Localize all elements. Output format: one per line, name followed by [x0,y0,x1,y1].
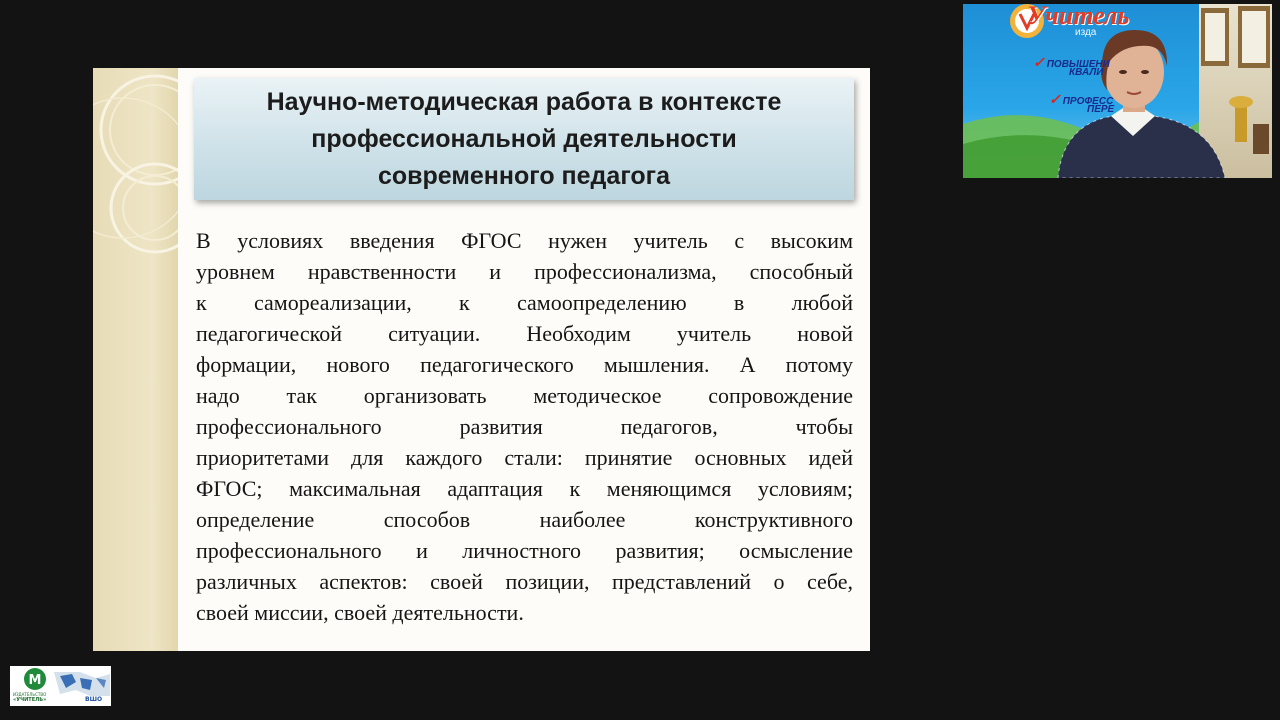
publisher-name: «УЧИТЕЛЬ» [13,697,47,703]
checkmark-icon: ✓ [1049,91,1061,107]
body-line: приоритетами для каждого стали: принятие основных идей [196,445,853,470]
webcam-feed [963,4,1272,178]
slide-title: Научно-методическая работа в контексте профессиональной деятельности современного педагога [266,87,782,190]
decorative-circles-icon [93,68,178,651]
body-line: своей миссии, своей деятельности. [196,600,524,625]
presentation-slide [93,68,870,651]
banner-line: ✓ ПРОФЕСС [1049,91,1114,107]
publisher-logo [10,666,111,706]
body-line: к самореализации, к самоопределению в любой [196,290,853,315]
slide-title-box [194,78,854,200]
body-line: различных аспектов: своей позиции, представлений о себе, [196,569,853,594]
svg-text:М: М [28,673,42,688]
checkmark-icon: ✓ [1033,54,1045,70]
body-line: профессионального и личностного развития; осмысление [196,538,853,563]
body-line: профессионального развития педагогов, чтобы [196,414,853,439]
body-line: педагогической ситуации. Необходим учитель новой [196,321,853,346]
body-line: формации, нового педагогического мышления. А потому [196,352,853,377]
body-line: уровнем нравственности и профессионализма, способный [196,259,853,284]
banner-line: ПЕРЕ [1087,104,1115,115]
slide-decorative-strip [93,68,178,651]
banner-line: ✓ ПОВЫШЕНИ [1033,54,1110,70]
body-line: надо так организовать методическое сопровождение [196,383,853,408]
body-line: ФГОС; максимальная адаптация к меняющимся условиям; [196,476,853,501]
slide-body-text [196,225,853,628]
publisher-label: ИЗДАТЕЛЬСТВО [13,692,47,697]
body-line: В условиях введения ФГОС нужен учитель с высоким [196,228,853,253]
body-line: определение способов наиболее конструктивного [196,507,853,532]
banner-line: КВАЛИ [1069,67,1104,78]
publisher-abbr: ВШО [85,696,103,703]
banner-subtitle: изда [1075,27,1097,38]
banner-title: Учитель [1027,4,1130,30]
